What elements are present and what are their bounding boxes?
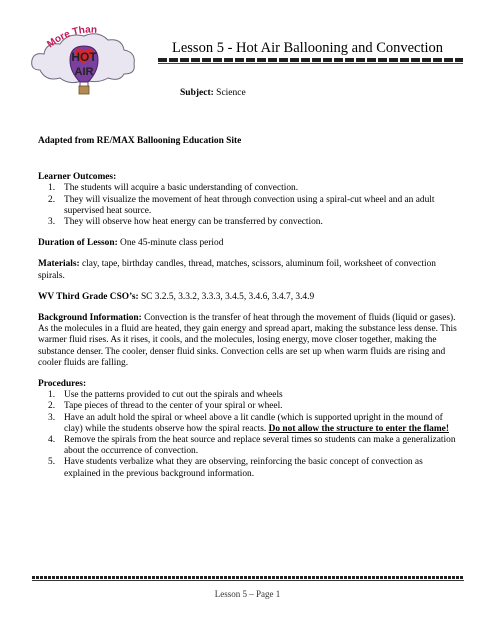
list-item: 2. Tape pieces of thread to the center of your spiral or wheel.	[48, 401, 283, 412]
footer-divider-line	[32, 580, 464, 581]
adapted-from: Adapted from RE/MAX Ballooning Education Site	[38, 136, 242, 146]
outcomes-list	[38, 183, 458, 228]
subject-line	[180, 88, 246, 98]
logo-hot-text: HOT	[71, 50, 97, 64]
materials-value: clay, tape, birthday candles, thread, matches, scissors, aluminum foil, worksheet of convection spirals.	[38, 259, 436, 281]
procedures-section	[38, 379, 458, 480]
list-item: 4. Remove the spirals from the heat source and replace several times so students can make a generalization about the occurrence of convection.	[48, 435, 456, 457]
subject-label: Subject:	[180, 88, 214, 98]
list-item: 1. The students will acquire a basic understanding of convection.	[48, 183, 299, 194]
background-label: Background Information:	[38, 313, 142, 324]
list-item: 2. They will visualize the movement of heat through convection using a spiral-cut wheel and an adult supervised heat source.	[48, 194, 435, 216]
list-item: 5. Have students verbalize what they are observing, reinforcing the basic concept of convection as explained in the previous background information.	[48, 457, 423, 479]
duration-line	[38, 238, 458, 249]
background-value: Convection is the transfer of heat through the movement of fluids (liquid or gases). As the molecules in a fluid are heated, they gain energy and spread apart, making the substance less dense. This warmer fluid rises. As it rises, it cools, and the molecules, losing energy, move closer together, making the substance denser. The cooler, denser fluid sinks. Convection cells are set up when warm fluids are rising and cooler fluids are falling.	[38, 313, 457, 368]
learner-outcomes-heading: Learner Outcomes:	[38, 172, 117, 183]
logo-arc-text: More Than	[45, 24, 98, 51]
more-than-hot-air-logo	[24, 20, 144, 112]
procedures-list	[38, 390, 458, 480]
footer-divider	[32, 576, 464, 579]
cso-value: SC 3.2.5, 3.3.2, 3.3.3, 3.4.5, 3.4.6, 3.4.7, 3.4.9	[140, 291, 315, 302]
list-item: 1. Use the patterns provided to cut out the spirals and wheels	[48, 390, 283, 401]
title-divider	[158, 58, 463, 62]
duration-label: Duration of Lesson:	[38, 238, 118, 249]
title-divider-line	[158, 63, 463, 64]
lesson-body	[38, 136, 458, 480]
cso-line	[38, 292, 458, 303]
background-paragraph	[38, 313, 458, 369]
page-title: Lesson 5 - Hot Air Ballooning and Convection	[172, 40, 444, 56]
cso-label: WV Third Grade CSO’s:	[38, 291, 139, 302]
materials-label: Materials:	[38, 259, 80, 270]
page-footer: Lesson 5 – Page 1	[214, 589, 281, 599]
logo-air-text: AIR	[74, 66, 94, 78]
learner-outcomes-section	[38, 172, 458, 228]
procedures-heading: Procedures:	[38, 379, 87, 390]
materials-line	[38, 259, 458, 281]
list-item: 3. They will observe how heat energy can be transferred by convection.	[48, 217, 323, 228]
safety-warning: Do not allow the structure to enter the flame!	[268, 423, 449, 434]
subject-value: Science	[216, 88, 246, 98]
list-item: 3. Have an adult hold the spiral or wheel above a lit candle (which is supported upright in the mound of clay) while the students observe how the spiral reacts. Do not allow the structure to enter the flame!	[48, 412, 449, 434]
duration-value: One 45-minute class period	[120, 238, 224, 249]
